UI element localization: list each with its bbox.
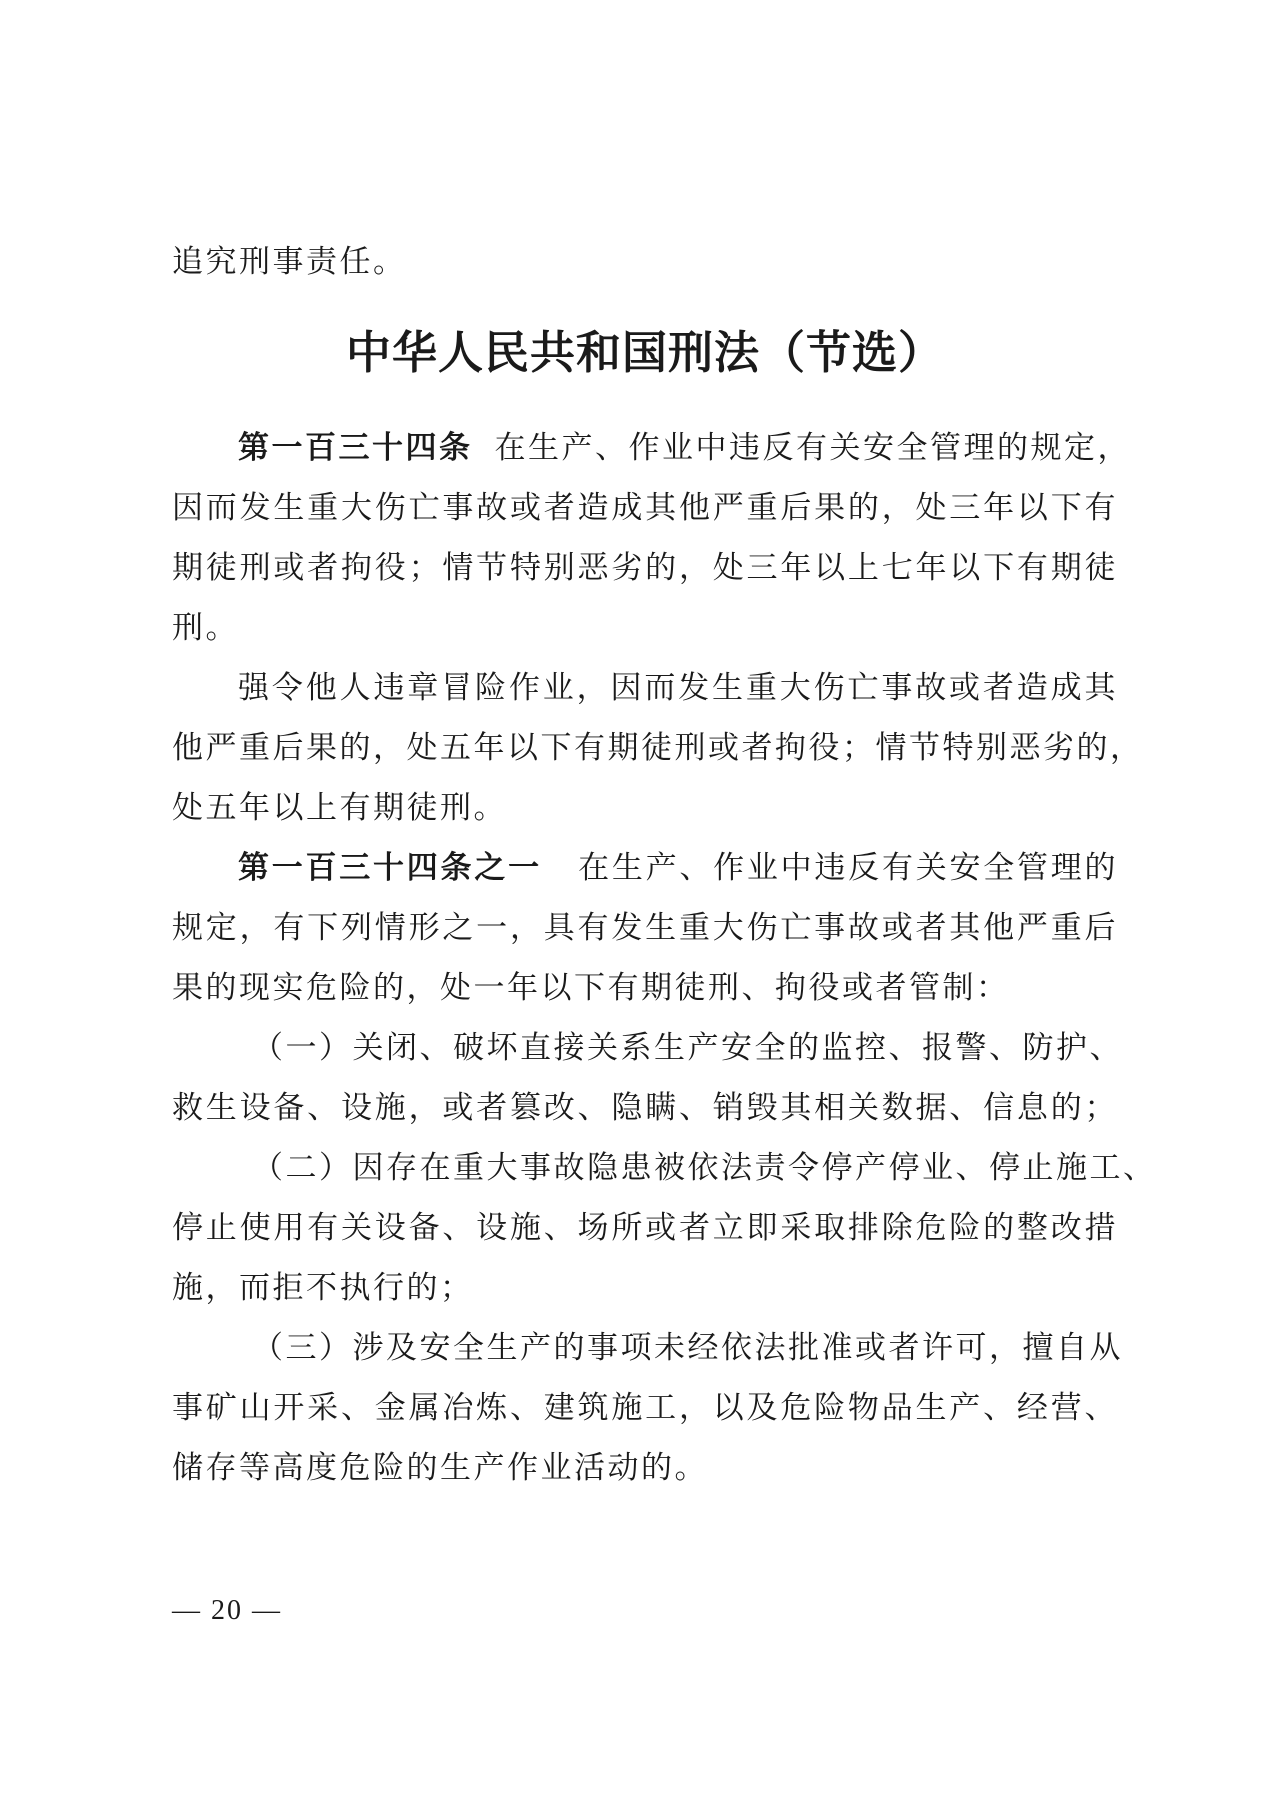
article-line [172, 418, 1131, 478]
article-line [172, 838, 1118, 898]
article-134-1 [172, 838, 1118, 1018]
article-line: 期徒刑或者拘役；情节特别恶劣的，处三年以上七年以下有期徒 [172, 550, 1118, 586]
article-line: 强令他人违章冒险作业，因而发生重大伤亡事故或者造成其 [238, 670, 1118, 706]
article-line: 因而发生重大伤亡事故或者造成其他严重后果的，处三年以下有 [172, 490, 1118, 526]
article-heading: 第一百三十四条 [238, 430, 473, 466]
article-line: 停止使用有关设备、设施、场所或者立即采取排除危险的整改措 [172, 1210, 1118, 1246]
document-body [172, 232, 1157, 1498]
article-134 [172, 418, 1131, 658]
article-line: 他严重后果的，处五年以下有期徒刑或者拘役；情节特别恶劣的， [172, 730, 1144, 766]
article-text: 在生产、作业中违反有关安全管理的 [577, 850, 1119, 886]
article-line: 规定，有下列情形之一，具有发生重大伤亡事故或者其他严重后 [172, 910, 1118, 946]
article-line: 储存等高度危险的生产作业活动的。 [172, 1450, 708, 1486]
article-line: 果的现实危险的，处一年以下有期徒刑、拘役或者管制： [172, 970, 1010, 1006]
article-line: （三）涉及安全生产的事项未经依法批准或者许可，擅自从 [252, 1330, 1123, 1366]
article-line: 施，而拒不执行的； [172, 1270, 474, 1306]
section-title: 中华人民共和国刑法（节选） [345, 326, 944, 379]
article-line: （二）因存在重大事故隐患被依法责令停产停业、停止施工、 [252, 1150, 1157, 1186]
list-item-1 [172, 1018, 1123, 1138]
article-line: 事矿山开采、金属冶炼、建筑施工，以及危险物品生产、经营、 [172, 1390, 1118, 1426]
page-number: — 20 — [172, 1595, 282, 1626]
list-item-3 [172, 1318, 1123, 1498]
article-line: 救生设备、设施，或者篡改、隐瞒、销毁其相关数据、信息的； [172, 1090, 1118, 1126]
article-heading: 第一百三十四条之一 [238, 850, 542, 886]
article-134-paragraph-2 [172, 658, 1144, 838]
continuation-line: 追究刑事责任。 [172, 244, 407, 280]
article-text: 在生产、作业中违反有关安全管理的规定， [494, 430, 1131, 466]
article-line: 处五年以上有期徒刑。 [172, 790, 507, 826]
article-line: 刑。 [172, 610, 239, 646]
article-line: （一）关闭、破坏直接关系生产安全的监控、报警、防护、 [252, 1030, 1123, 1066]
list-item-2 [172, 1138, 1157, 1318]
